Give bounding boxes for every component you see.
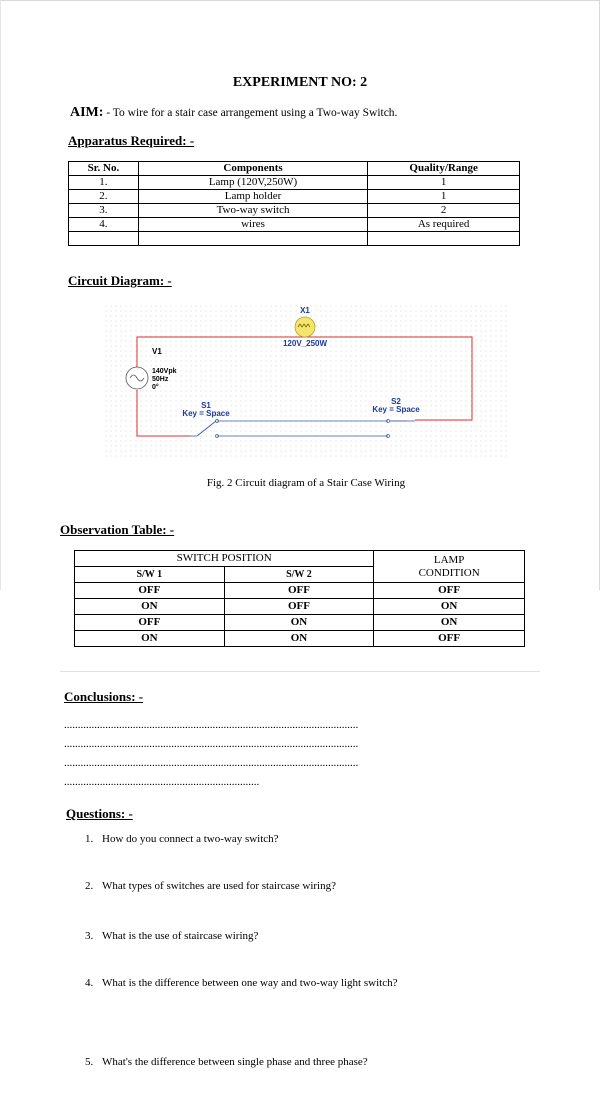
question-text: What types of switches are used for staircase wiring? <box>102 880 336 892</box>
table-row <box>69 190 520 204</box>
question-item <box>85 880 336 892</box>
cell-component: wires <box>138 218 367 232</box>
observation-heading: Observation Table: - <box>60 522 175 537</box>
cell-sw1: ON <box>75 631 225 647</box>
questions-heading: Questions: - <box>66 806 133 821</box>
table-row <box>69 204 520 218</box>
cell-quality: 1 <box>368 176 520 190</box>
header-sw2: S/W 2 <box>224 567 374 583</box>
lamp-ref: X1 <box>300 306 310 315</box>
question-item <box>85 833 279 845</box>
apparatus-table <box>68 161 520 246</box>
question-number: 2. <box>85 880 94 892</box>
question-item <box>85 1056 368 1068</box>
cell-sw2: ON <box>224 631 374 647</box>
source-phase: 0° <box>152 384 159 391</box>
cell-sw1: OFF <box>75 583 225 599</box>
source-voltage: 140Vpk <box>152 368 177 375</box>
figure-caption: Fig. 2 Circuit diagram of a Stair Case Wiring <box>206 477 406 489</box>
lamp-value: 120V_250W <box>282 339 328 348</box>
cell-sw2: OFF <box>224 583 374 599</box>
cell-quality: 2 <box>368 204 520 218</box>
s1-ref: S1 <box>201 401 211 410</box>
table-header-row <box>75 551 525 567</box>
cell-sr-no <box>69 232 139 246</box>
cell-sw2: OFF <box>224 599 374 615</box>
aim-label: AIM: <box>70 105 104 120</box>
source-frequency: 50Hz <box>152 376 169 383</box>
table-row <box>69 176 520 190</box>
cell-sw2: ON <box>224 615 374 631</box>
table-row <box>75 583 525 599</box>
cell-sr-no: 3. <box>69 204 139 218</box>
header-quality-range: Quality/Range <box>368 162 520 176</box>
header-lamp-condition <box>374 551 525 583</box>
cell-lamp: ON <box>374 599 525 615</box>
cell-sr-no: 4. <box>69 218 139 232</box>
lamp-condition-line2: CONDITION <box>418 566 480 579</box>
question-text: What's the difference between single phase and three phase? <box>102 1056 368 1068</box>
question-item <box>85 977 397 989</box>
circuit-heading: Circuit Diagram: - <box>68 273 172 288</box>
answer-line-4: ....................................................................... <box>64 776 260 788</box>
question-text: What is the use of staircase wiring? <box>102 930 259 942</box>
header-sw1: S/W 1 <box>75 567 225 583</box>
table-row <box>75 599 525 615</box>
apparatus-heading: Apparatus Required: - <box>68 133 195 148</box>
cell-component: Lamp holder <box>138 190 367 204</box>
cell-quality <box>368 232 520 246</box>
header-components: Components <box>138 162 367 176</box>
question-number: 3. <box>85 930 94 942</box>
question-number: 1. <box>85 833 94 845</box>
section-divider <box>60 671 540 672</box>
answer-line-2: ........................................................................................................... <box>64 738 359 750</box>
question-number: 5. <box>85 1056 94 1068</box>
header-switch-position: SWITCH POSITION <box>75 551 374 567</box>
question-item <box>85 930 258 942</box>
cell-component: Lamp (120V,250W) <box>138 176 367 190</box>
source-ref: V1 <box>152 347 162 356</box>
question-text: How do you connect a two-way switch? <box>102 833 279 845</box>
cell-lamp: ON <box>374 615 525 631</box>
question-number: 4. <box>85 977 94 989</box>
answer-line-1: ........................................................................................................... <box>64 719 359 731</box>
table-row <box>69 218 520 232</box>
cell-component: Two-way switch <box>138 204 367 218</box>
answer-line-3: ........................................................................................................... <box>64 757 359 769</box>
cell-sw1: ON <box>75 599 225 615</box>
cell-quality: As required <box>368 218 520 232</box>
question-text: What is the difference between one way and two-way light switch? <box>102 977 398 989</box>
cell-lamp: OFF <box>374 631 525 647</box>
aim-text: - To wire for a stair case arrangement using a Two-way Switch. <box>103 107 398 119</box>
table-row <box>75 615 525 631</box>
page-border-top <box>0 0 600 1</box>
cell-sw1: OFF <box>75 615 225 631</box>
table-row <box>75 631 525 647</box>
table-row-empty <box>69 232 520 246</box>
cell-sr-no: 1. <box>69 176 139 190</box>
s2-key: Key = Space <box>372 405 420 414</box>
lamp-condition-line1: LAMP <box>433 553 465 566</box>
cell-sr-no: 2. <box>69 190 139 204</box>
cell-component <box>138 232 367 246</box>
aim-line <box>70 105 397 121</box>
conclusions-heading: Conclusions: - <box>64 689 144 704</box>
cell-quality: 1 <box>368 190 520 204</box>
observation-table <box>74 550 525 647</box>
header-sr-no: Sr. No. <box>69 162 139 176</box>
cell-lamp: OFF <box>374 583 525 599</box>
circuit-diagram <box>100 300 510 462</box>
table-header-row <box>69 162 520 176</box>
page-title: EXPERIMENT NO: 2 <box>232 75 368 90</box>
s1-key: Key = Space <box>182 409 230 418</box>
s2-ref: S2 <box>391 397 401 406</box>
